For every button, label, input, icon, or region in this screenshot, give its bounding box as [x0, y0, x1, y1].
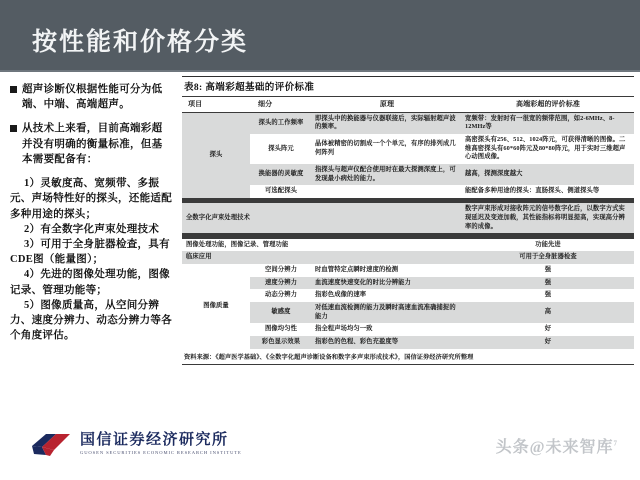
list-item: 5）图像质量高，从空间分辨力、速度分辨力、动态分辨力等各个角度评估。: [10, 299, 172, 342]
cell-principle: [312, 185, 462, 198]
cell-subdivision: 可选配探头: [250, 185, 312, 198]
column-header-principle: 原理: [312, 97, 462, 113]
watermark-page-number: 7: [613, 439, 618, 448]
table-caption: 表8: 高端彩超基础的评价标准: [182, 76, 634, 96]
cell-standard: 强: [462, 289, 634, 302]
table-row: [182, 203, 634, 233]
cell-standard: 强: [462, 264, 634, 277]
cell-standard: 强: [462, 277, 634, 290]
list-item: 1）灵敏度高、宽频带、多振元、声场特性好的探头，还能适配多种用途的探头；: [10, 178, 172, 220]
cell-group: 全数字化声束处理技术: [182, 203, 462, 233]
evaluation-table-panel: [182, 76, 634, 365]
cell-subdivision: 彩色显示效果: [250, 336, 312, 349]
page-title: 按性能和价格分类: [32, 29, 249, 56]
cell-principle: 指全程声场均匀一致: [312, 323, 462, 336]
cell-subdivision: 图像均匀性: [250, 323, 312, 336]
evaluation-table: [182, 96, 634, 349]
table-row: [182, 264, 634, 277]
table-row: [182, 289, 634, 302]
cell-group: 临床应用: [182, 251, 462, 264]
square-bullet-icon: [10, 125, 17, 132]
guosen-logo-icon: [30, 430, 72, 458]
cell-group: 图像处理功能，图像记录、管理功能: [182, 239, 462, 252]
table-row: [182, 164, 634, 185]
cell-standard: 数字声束形成对接收阵元的信号数字化后，以数字方式实现延迟及变迹加载，其性能指标将明显提高，实现高分辨率的成像。: [462, 203, 634, 233]
table-row: [182, 277, 634, 290]
cell-group: 探头: [182, 112, 250, 198]
slide-footer: [0, 410, 640, 480]
cell-principle: 指彩色成像的速率: [312, 289, 462, 302]
table-row: [182, 112, 634, 134]
list-item: 4）先进的图像处理功能，图像记录、管理功能等；: [10, 269, 170, 296]
cell-standard: 功能先进: [462, 239, 634, 252]
cell-standard: 越高，探测深度越大: [462, 164, 634, 185]
brand-subtitle: GUOSEN SECURITIES ECONOMIC RESEARCH INSTITUTE: [80, 450, 242, 456]
cell-principle: 血流速度快速变化的时比分辨能力: [312, 277, 462, 290]
left-bullet-column: [10, 82, 172, 344]
cell-principle: 指彩色的色程、彩色充盈度等: [312, 336, 462, 349]
table-header-row: [182, 97, 634, 113]
cell-subdivision: 探头阵元: [250, 134, 312, 164]
bullet-item: [10, 121, 172, 167]
cell-subdivision: 速度分辨力: [250, 277, 312, 290]
column-header-item: 项目: [182, 97, 250, 113]
slide-body: [0, 72, 640, 410]
square-bullet-icon: [10, 86, 17, 93]
cell-group: 图像质量: [182, 264, 250, 349]
brand-name: 国信证券经济研究所: [80, 431, 229, 448]
slide-header-band: [0, 0, 640, 72]
column-header-standard: 高端彩超的评价标准: [462, 97, 634, 113]
cell-standard: 高: [462, 302, 634, 323]
bullet-text: 超声诊断仪根据性能可分为低端、中端、高端超声。: [22, 84, 163, 111]
cell-subdivision: 探头的工作频率: [250, 112, 312, 134]
cell-standard: 好: [462, 323, 634, 336]
table-row: [182, 251, 634, 264]
cell-subdivision: 换能器的灵敏度: [250, 164, 312, 185]
table-source-note: 资料来源：《超声医学基础》、《全数字化超声诊断设备和数字多声束形成技术》，国信证券经济研究所整理: [182, 349, 634, 365]
table-head: [182, 97, 634, 113]
brand-block: [30, 430, 242, 458]
cell-subdivision: 动态分辨力: [250, 289, 312, 302]
cell-standard: 能配备多种用途的探头：直肠探头、侧道探头等: [462, 185, 634, 198]
cell-subdivision: 敏感度: [250, 302, 312, 323]
cell-principle: 指探头与超声仪配合使用时在最大探测深度上，可发现最小病灶的能力。: [312, 164, 462, 185]
table-row: [182, 323, 634, 336]
table-row: [182, 336, 634, 349]
column-header-subdivision: 细分: [250, 97, 312, 113]
sub-item-list: [10, 176, 172, 343]
cell-standard: 宽频带：发射时有一很宽的频带范围，如2-6MHz、8-12MHz等: [462, 112, 634, 134]
watermark: [496, 434, 618, 457]
table-row: [182, 302, 634, 323]
list-item: 2）有全数字化声束处理技术: [24, 223, 160, 235]
cell-subdivision: 空间分辨力: [250, 264, 312, 277]
table-row: [182, 239, 634, 252]
table-row: [182, 185, 634, 198]
cell-standard: 可用于全身脏器检查: [462, 251, 634, 264]
watermark-text: 头条@未来智库: [495, 439, 614, 456]
bullet-text: 从技术上来看，目前高端彩超并没有明确的衡量标准，但基本需要配备有：: [22, 123, 163, 165]
bullet-item: [10, 82, 172, 112]
table-body: [182, 112, 634, 349]
list-item: 3）可用于全身脏器检查，具有CDE图（能量图）；: [10, 238, 170, 266]
cell-principle: 对低速血流检测的能力及瞬时高速血流准确捕捉的能力: [312, 302, 462, 323]
cell-standard: 高密探头有256、512、1024阵元，可获得清晰的图像。二维高密探头有60*60阵元及80*80阵元，用于实时三维超声心动图成像。: [462, 134, 634, 164]
cell-principle: 即探头中的换能器与仪器联接后，实际辐射超声波的频率。: [312, 112, 462, 134]
table-row: [182, 134, 634, 164]
cell-principle: 时血管特定点瞬时速度的检测: [312, 264, 462, 277]
cell-standard: 好: [462, 336, 634, 349]
cell-principle: 晶体被精密的切割成一个个单元，有序的排列成几何阵列: [312, 134, 462, 164]
